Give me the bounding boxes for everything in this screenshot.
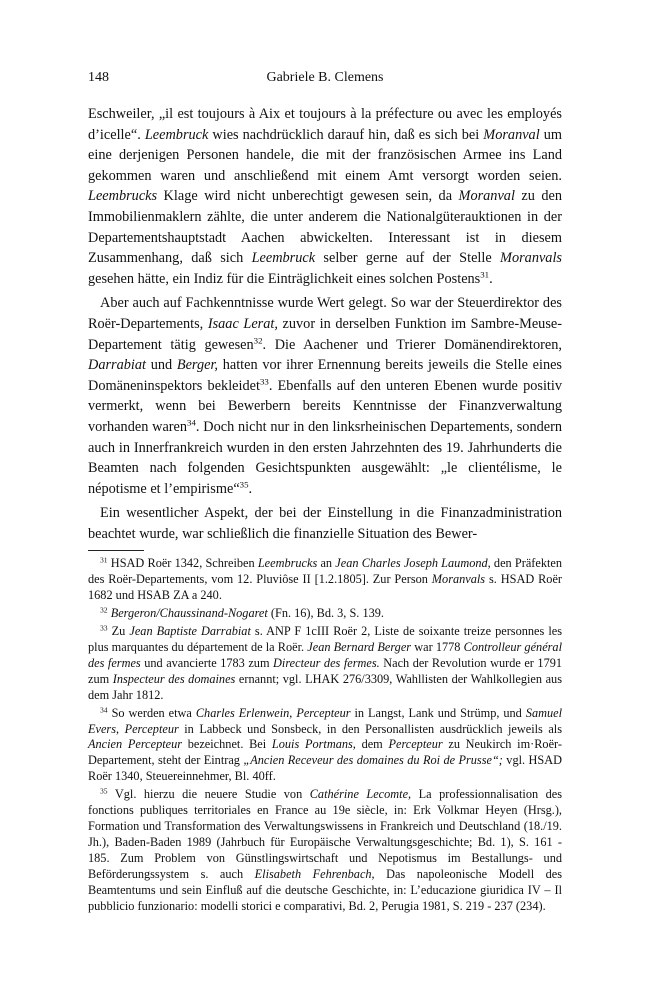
book-page	[88, 70, 562, 914]
italic-text: Inspecteur des domaines	[112, 671, 236, 686]
paragraph	[88, 293, 562, 499]
text-run: . Ebenfalls auf den unteren Ebenen wurde positiv vermerkt, wenn bei Bewerbern bereits Kenntnisse der Finanzverwaltung vorhanden waren	[88, 377, 563, 435]
text-run: Vgl. hierzu die neuere Studie von	[107, 787, 310, 802]
text-run: .	[248, 480, 253, 497]
text-run: in Labbeck und Sonsbeck, in den Personallisten ausdrücklich jeweils als	[178, 721, 562, 736]
text-run: . Die Aachener und Trierer Domänendirektoren,	[262, 336, 562, 353]
text-run: den Präfekten des Roër-Departements, vom 12. Pluviôse II [1.2.1805]. Zur Person	[88, 556, 563, 587]
paragraph	[88, 104, 562, 289]
footnote-mark: 32	[100, 605, 108, 615]
text-run: HSAD Roër 1342, Schreiben	[107, 556, 258, 571]
text-run: hatten vor ihrer Ernennung bereits jeweils die Stelle eines Domäneninspektors bekleidet	[88, 357, 562, 394]
text-run: um eine derjenigen Personen handele, die mit der französischen Armee ins Land gekommen waren und anschließend mit einem Amt versorgt worden seien.	[88, 126, 562, 184]
footnote	[88, 624, 562, 704]
text-run: Zu	[107, 624, 130, 639]
footnote-separator	[88, 550, 144, 551]
text-run: Klage wird nicht unberechtigt gewesen sein, da	[157, 188, 459, 205]
text-run: (Fn. 16), Bd. 3, S. 139.	[267, 606, 384, 621]
footnote-mark: 33	[259, 376, 269, 387]
text-run: Ein wesentlicher Aspekt, der bei der Einstellung in die Finanzadministration beachtet wurde, war schließlich die finanzielle Situation des Bewer-	[88, 505, 562, 542]
body-text	[88, 104, 562, 544]
italic-text: Moranvals	[431, 572, 486, 587]
text-run: zuvor in derselben Funktion im Sambre-Meuse-Departement tätig gewesen	[88, 315, 562, 353]
italic-text: Leembrucks	[257, 556, 318, 571]
italic-text: Moranval	[458, 188, 515, 205]
italic-text: Cathérine Lecomte,	[309, 787, 412, 802]
footnote	[88, 556, 562, 604]
italic-text: Percepteur	[388, 737, 443, 752]
text-run: war 1778	[411, 640, 464, 654]
text-run: zu Neukirch im·Roër-Departement, steht der Eintrag	[88, 737, 562, 768]
italic-text: Berger,	[176, 357, 219, 374]
italic-text: Leembrucks	[88, 188, 158, 205]
page-number: 148	[88, 70, 109, 85]
footnote	[88, 706, 562, 786]
footnote-mark: 32	[253, 335, 263, 346]
text-run: Das napoleonische Modell des Beamtentums und sein Einfluß auf die deutsche Geschichte, in: L’educazione giuridica IV – Il pubblicio funzionario: modelli storici e comparativi, Bd. 2, Perugia 1981, S. 219 - 237 (234).	[88, 866, 562, 913]
text-run: dem	[355, 737, 389, 752]
italic-text: Leembruck	[251, 250, 316, 267]
italic-text: Moranval	[483, 126, 540, 143]
italic-text: Jean Bernard Berger	[307, 640, 412, 654]
text-run: gesehen hätte, ein Indiz für die Einträglichkeit eines solchen Postens	[88, 270, 481, 287]
text-run: Aber auch auf Fachkenntnisse wurde Wert gelegt. So war der Steuerdirektor des Roër-Departements,	[88, 295, 562, 332]
footnote-mark: 31	[480, 269, 490, 280]
text-run: La professionnalisation des fonctions publiques territoriales en France au 19e siècle, in: Erk Volkmar Heyen (Hrsg.), Formation und Transformation des Verwaltungswissens in Frankreich und Deutschland (18./19. Jh.), Baden-Baden 1989 (Jahrbuch für Europäische Verwaltungsgeschichte; Bd. 1), S. 161 - 185. Zum Problem von Günstlingswirtschaft und Nepotismus im Bestallungs- und Beförderungssystem s. auch	[88, 787, 562, 881]
text-run: s. HSAD Roër 1682 und HSAB ZA a 240.	[88, 572, 562, 603]
italic-text: Isaac Lerat,	[207, 315, 278, 332]
page-header	[88, 70, 562, 92]
text-run: und	[146, 357, 177, 374]
text-run: bezeichnet. Bei	[182, 737, 272, 752]
text-run: So werden etwa	[107, 705, 196, 720]
text-run: wies nachdrücklich darauf hin, daß es sich bei	[208, 126, 484, 143]
text-run: .	[489, 270, 493, 287]
paragraph	[88, 503, 562, 544]
text-run: ernannt; vgl. LHAK 276/3309, Wahllisten der Wahlkollegien aus dem Jahr 1812.	[88, 671, 562, 702]
footnote-mark: 33	[100, 623, 108, 633]
italic-text: Leembruck	[144, 126, 209, 143]
footnotes	[88, 556, 562, 914]
italic-text: Jean Charles Joseph Laumond,	[335, 556, 491, 571]
italic-text: Elisabeth Fehrenbach,	[254, 866, 375, 881]
footnote	[88, 606, 562, 622]
italic-text: Jean Baptiste Darrabiat	[129, 624, 251, 639]
italic-text: Directeur des fermes.	[273, 655, 380, 670]
footnote	[88, 787, 562, 914]
running-head: Gabriele B. Clemens	[266, 70, 384, 85]
text-run: zu den Immobilienmaklern zählte, die unter anderem die Nationalgüterauktionen in der Departementshauptstadt Aachen abwickelten. Interessant ist in diesem Zusammenhang, daß sich	[88, 188, 562, 267]
italic-text: Controlleur général des fermes	[88, 640, 562, 670]
text-run: vgl. HSAD Roër 1340, Steuereinnehmer, Bl. 40ff.	[88, 753, 562, 784]
footnote-mark: 35	[239, 479, 249, 490]
footnote-mark: 34	[100, 705, 108, 715]
footnote-mark: 35	[100, 786, 108, 796]
footnote-mark: 31	[100, 555, 108, 565]
text-run: s. ANP F 1cIII Roër 2, Liste de soixante treize personnes les plus marquantes du département de la Roër.	[88, 624, 562, 654]
italic-text: Bergeron/Chaussinand-Nogaret	[110, 606, 268, 621]
italic-text: Samuel Evers, Percepteur	[88, 705, 562, 736]
italic-text: Darrabiat	[88, 357, 146, 374]
text-run: . Doch nicht nur in den linksrheinischen Departements, sondern auch in Innerfrankreich wurden in den ersten Jahrzehnten des 19. Jahrhunderts die Beamten nach folgenden Gesichtspunkten ausgewählt: „le clientélisme, le népotisme et l’empirisme“	[88, 418, 562, 497]
footnote-mark: 34	[187, 417, 196, 428]
italic-text: Ancien Percepteur	[88, 737, 183, 752]
italic-text: Louis Portmans,	[271, 737, 356, 752]
text-run: an	[317, 556, 336, 571]
text-run: selber gerne auf der Stelle	[315, 250, 501, 267]
italic-text: Charles Erlenwein, Percepteur	[195, 705, 351, 720]
text-run: in Langst, Lank und Strümp, und	[350, 705, 526, 720]
italic-text: „Ancien Receveur des domaines du Roi de Prusse“;	[243, 753, 503, 768]
text-run: Nach der Revolution wurde er 1791 zum	[88, 655, 563, 686]
italic-text: Moranvals	[500, 250, 562, 267]
text-run: Eschweiler, „il est toujours à Aix et toujours à la préfecture ou avec les employés d’icelle“.	[88, 106, 562, 143]
text-run: und avancierte 1783 zum	[140, 655, 274, 670]
